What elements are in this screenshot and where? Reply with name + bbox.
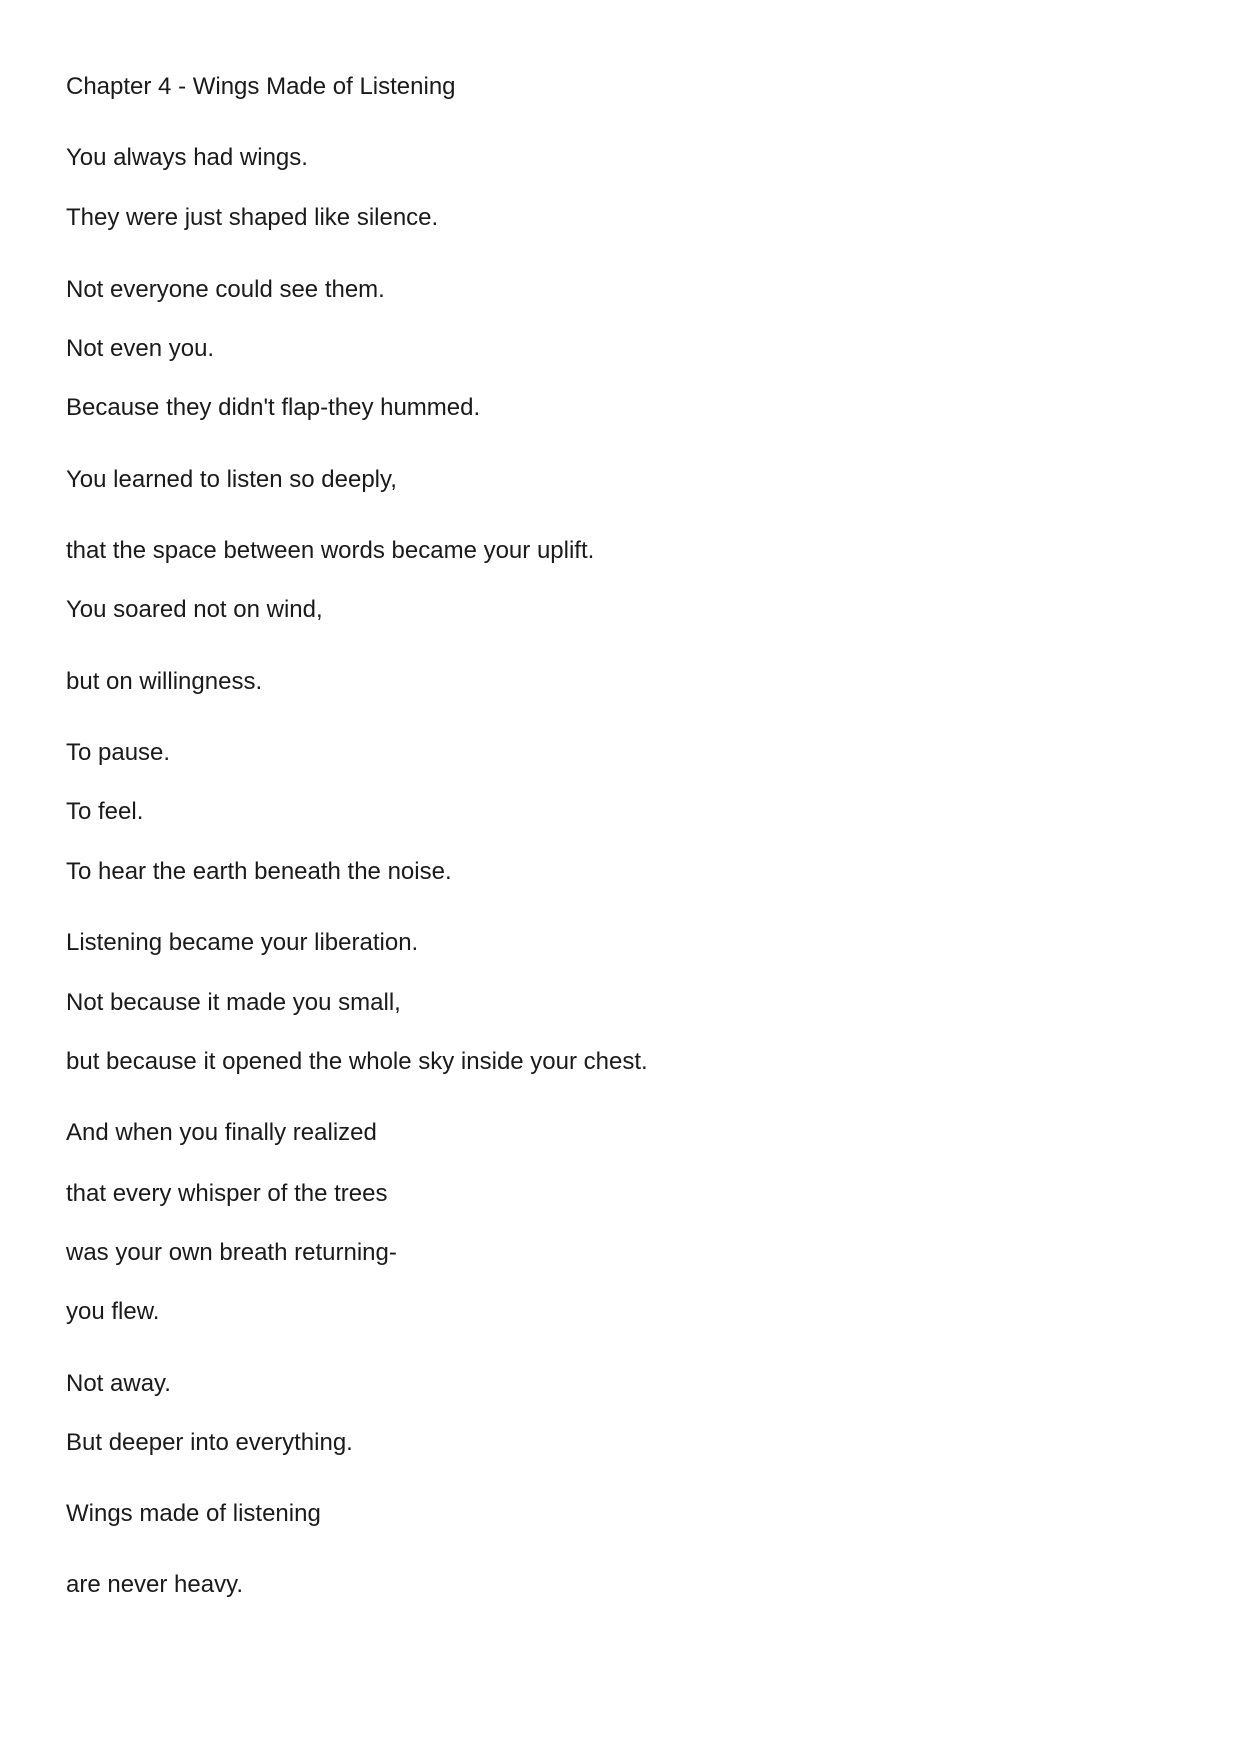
poem-line: Wings made of listening	[66, 1500, 321, 1527]
poem-line: you flew.	[66, 1298, 160, 1325]
poem-line: To pause.	[66, 739, 171, 766]
poem-line: Not even you.	[66, 335, 215, 362]
poem-line: Not because it made you small,	[66, 989, 401, 1016]
poem-line: You always had wings.	[66, 144, 308, 171]
poem-line: are never heavy.	[66, 1571, 243, 1598]
poem-line: They were just shaped like silence.	[66, 204, 439, 231]
poem-line: Not away.	[66, 1370, 171, 1397]
poem-line: You soared not on wind,	[66, 596, 323, 623]
poem-line: that every whisper of the trees	[66, 1180, 388, 1207]
poem-line: that the space between words became your uplift.	[66, 537, 595, 564]
poem-line: You learned to listen so deeply,	[66, 466, 397, 493]
poem-line: Because they didn't flap-they hummed.	[66, 394, 481, 421]
poem-line: Not everyone could see them.	[66, 276, 385, 303]
poem-line: To hear the earth beneath the noise.	[66, 858, 452, 885]
poem-line: but because it opened the whole sky inside your chest.	[66, 1048, 648, 1075]
poem-line: And when you finally realized	[66, 1119, 377, 1146]
poem-line: But deeper into everything.	[66, 1429, 353, 1456]
poem-line: was your own breath returning-	[66, 1239, 397, 1266]
poem-line: To feel.	[66, 798, 144, 825]
poem-line: Listening became your liberation.	[66, 929, 419, 956]
poem-line: but on willingness.	[66, 668, 263, 695]
chapter-title: Chapter 4 - Wings Made of Listening	[66, 73, 456, 100]
